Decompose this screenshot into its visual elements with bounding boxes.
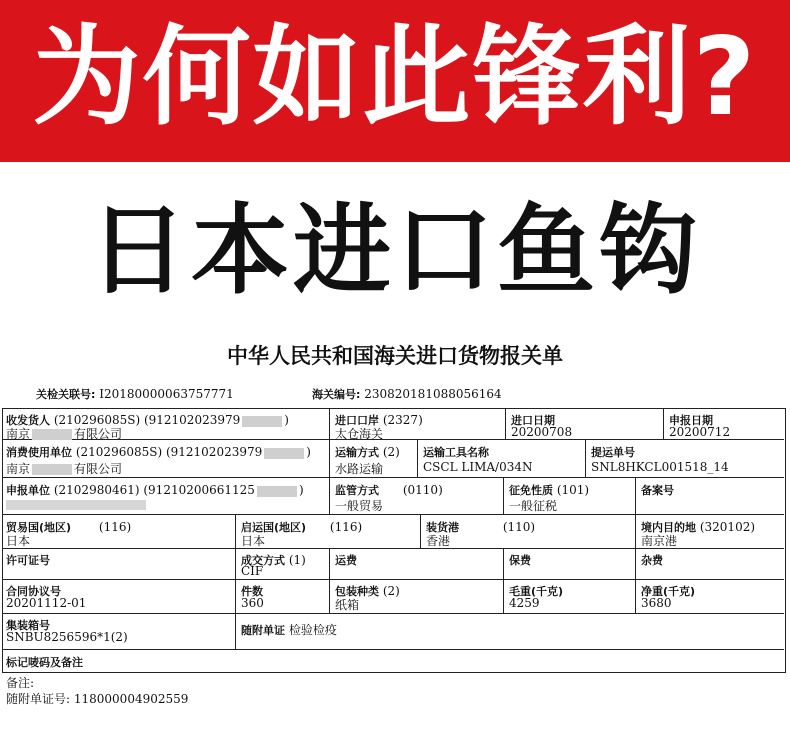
supervision-cell — [335, 482, 443, 498]
col-divider — [635, 477, 636, 514]
origin-country-code: (116) — [329, 520, 363, 534]
docs-label: 随附单证 — [241, 624, 285, 637]
pieces-label: 件数 — [241, 585, 263, 598]
declarant-label: 申报单位 — [6, 484, 50, 497]
trade-country-code: (116) — [98, 520, 132, 534]
packing: 纸箱 — [335, 598, 360, 612]
gross-weight: 4259 — [509, 596, 540, 610]
docs-value: 检验检疫 — [288, 623, 337, 637]
inspection-number — [36, 386, 234, 402]
import-date: 20200708 — [511, 425, 573, 439]
insurance-label: 保费 — [509, 554, 531, 567]
consignee-name-a: 南京 — [6, 427, 31, 441]
col-divider — [635, 514, 636, 613]
net-weight: 3680 — [641, 596, 672, 610]
supervision-name: 一般贸易 — [335, 499, 384, 513]
declare-date-label: 申报日期 — [669, 414, 713, 427]
trade-terms-code: (1) — [288, 553, 306, 567]
customs-number-label: 海关编号: — [312, 388, 361, 401]
banner-headline: 为何如此锋利? — [32, 15, 758, 140]
origin-country: 日本 — [241, 534, 266, 548]
contract-label: 合同协议号 — [6, 585, 61, 598]
destination: 南京港 — [641, 534, 678, 548]
declaration-table — [2, 408, 786, 673]
levy-label: 征免性质 — [509, 484, 553, 497]
supervision-code: (0110) — [402, 483, 443, 497]
redacted-block — [32, 429, 72, 440]
row-divider — [3, 579, 784, 580]
origin-country-label: 启运国(地区) — [241, 521, 307, 534]
consignee-label: 收发货人 — [6, 414, 50, 427]
customs-declaration-document — [0, 330, 790, 739]
loading-port-code: (110) — [502, 520, 536, 534]
consumer-name-b: 有限公司 — [74, 462, 123, 476]
marks-label: 标记唛码及备注 — [6, 656, 83, 669]
freight-label: 运费 — [335, 554, 357, 567]
col-divider — [417, 439, 418, 477]
col-divider — [503, 477, 504, 514]
col-divider — [329, 409, 330, 514]
levy-name: 一般征税 — [509, 499, 558, 513]
vessel-label: 运输工具名称 — [423, 446, 489, 459]
pieces: 360 — [241, 596, 264, 610]
loading-port: 香港 — [426, 534, 451, 548]
title-banner — [0, 0, 790, 162]
row-divider — [3, 613, 784, 614]
inspection-number-value: I20180000063757771 — [99, 387, 234, 401]
consignee-code: (210296085S) (912102023979 — [53, 413, 241, 427]
consumer-label: 消费使用单位 — [6, 446, 72, 459]
license-label: 许可证号 — [6, 554, 50, 567]
col-divider — [329, 548, 330, 613]
remark-label: 备注: — [6, 676, 35, 690]
col-divider — [505, 409, 506, 439]
transport-label: 运输方式 — [335, 446, 379, 459]
row-divider — [3, 514, 784, 515]
document-title: 中华人民共和国海关进口货物报关单 — [227, 343, 563, 368]
trade-country: 日本 — [6, 534, 31, 548]
record-label: 备案号 — [641, 484, 674, 497]
customs-number-value: 230820181088056164 — [364, 387, 502, 401]
trade-terms: CIF — [241, 564, 264, 578]
levy-code: (101) — [556, 483, 590, 497]
port-code: (2327) — [382, 413, 423, 427]
declarant-name-redacted — [6, 497, 146, 511]
declarant-cell — [6, 482, 304, 498]
supervision-label: 监管方式 — [335, 484, 379, 497]
consumer-name — [6, 460, 122, 477]
container-label: 集装箱号 — [6, 619, 50, 632]
misc-label: 杂费 — [641, 554, 663, 567]
consignee-name-b: 有限公司 — [74, 427, 123, 441]
col-divider — [585, 439, 586, 477]
net-weight-label: 净重(千克) — [641, 585, 696, 598]
col-divider — [663, 409, 664, 439]
col-divider — [420, 514, 421, 548]
redacted-block — [6, 500, 146, 510]
row-divider — [3, 477, 784, 478]
attached-docs-label: 随附单证号: — [6, 692, 71, 706]
vessel-name: CSCL LIMA/034N — [423, 460, 533, 474]
bl-label: 提运单号 — [591, 446, 635, 459]
destination-label: 境内目的地 — [641, 521, 696, 534]
inspection-number-label: 关检关联号: — [36, 388, 96, 401]
col-divider — [503, 548, 504, 613]
consumer-code-end: ) — [306, 445, 311, 459]
trade-terms-label: 成交方式 — [241, 554, 285, 567]
transport-cell — [335, 444, 400, 460]
attached-docs-line — [6, 690, 188, 707]
loading-port-label: 装货港 — [426, 521, 459, 534]
port-name: 太仓海关 — [335, 427, 384, 441]
docs-cell — [241, 621, 337, 638]
declare-date: 20200712 — [669, 425, 731, 439]
trade-country-label: 贸易国(地区) — [6, 521, 72, 534]
redacted-block — [257, 486, 297, 497]
bl-number: SNL8HKCL001518_14 — [591, 460, 729, 474]
consignee-name — [6, 425, 122, 442]
consumer-code: (210296085S) (912102023979 — [75, 445, 263, 459]
transport-name: 水路运输 — [335, 462, 384, 476]
packing-code: (2) — [382, 584, 400, 598]
redacted-block — [32, 464, 72, 475]
consumer-name-a: 南京 — [6, 462, 31, 476]
declarant-code: (2102980461) (91210200661125 — [53, 483, 255, 497]
levy-cell — [509, 482, 589, 498]
attached-docs-number: 118000004902559 — [73, 692, 189, 706]
import-date-label: 进口日期 — [511, 414, 555, 427]
port-label: 进口口岸 — [335, 414, 379, 427]
consumer-cell — [6, 444, 311, 460]
declarant-code-end: ) — [298, 483, 304, 497]
product-subtitle: 日本进口鱼钩 — [88, 194, 701, 308]
transport-code: (2) — [382, 445, 400, 459]
redacted-block — [264, 448, 304, 459]
destination-code: (320102) — [699, 520, 756, 534]
consignee-code-end: ) — [284, 413, 289, 427]
container-number: SNBU8256596*1(2) — [6, 630, 128, 644]
row-divider — [3, 649, 784, 650]
customs-number — [312, 386, 502, 402]
gross-weight-label: 毛重(千克) — [509, 585, 564, 598]
packing-label: 包装种类 — [335, 585, 379, 598]
col-divider — [235, 514, 236, 649]
redacted-block — [242, 416, 282, 427]
contract-number: 20201112-01 — [6, 596, 87, 610]
